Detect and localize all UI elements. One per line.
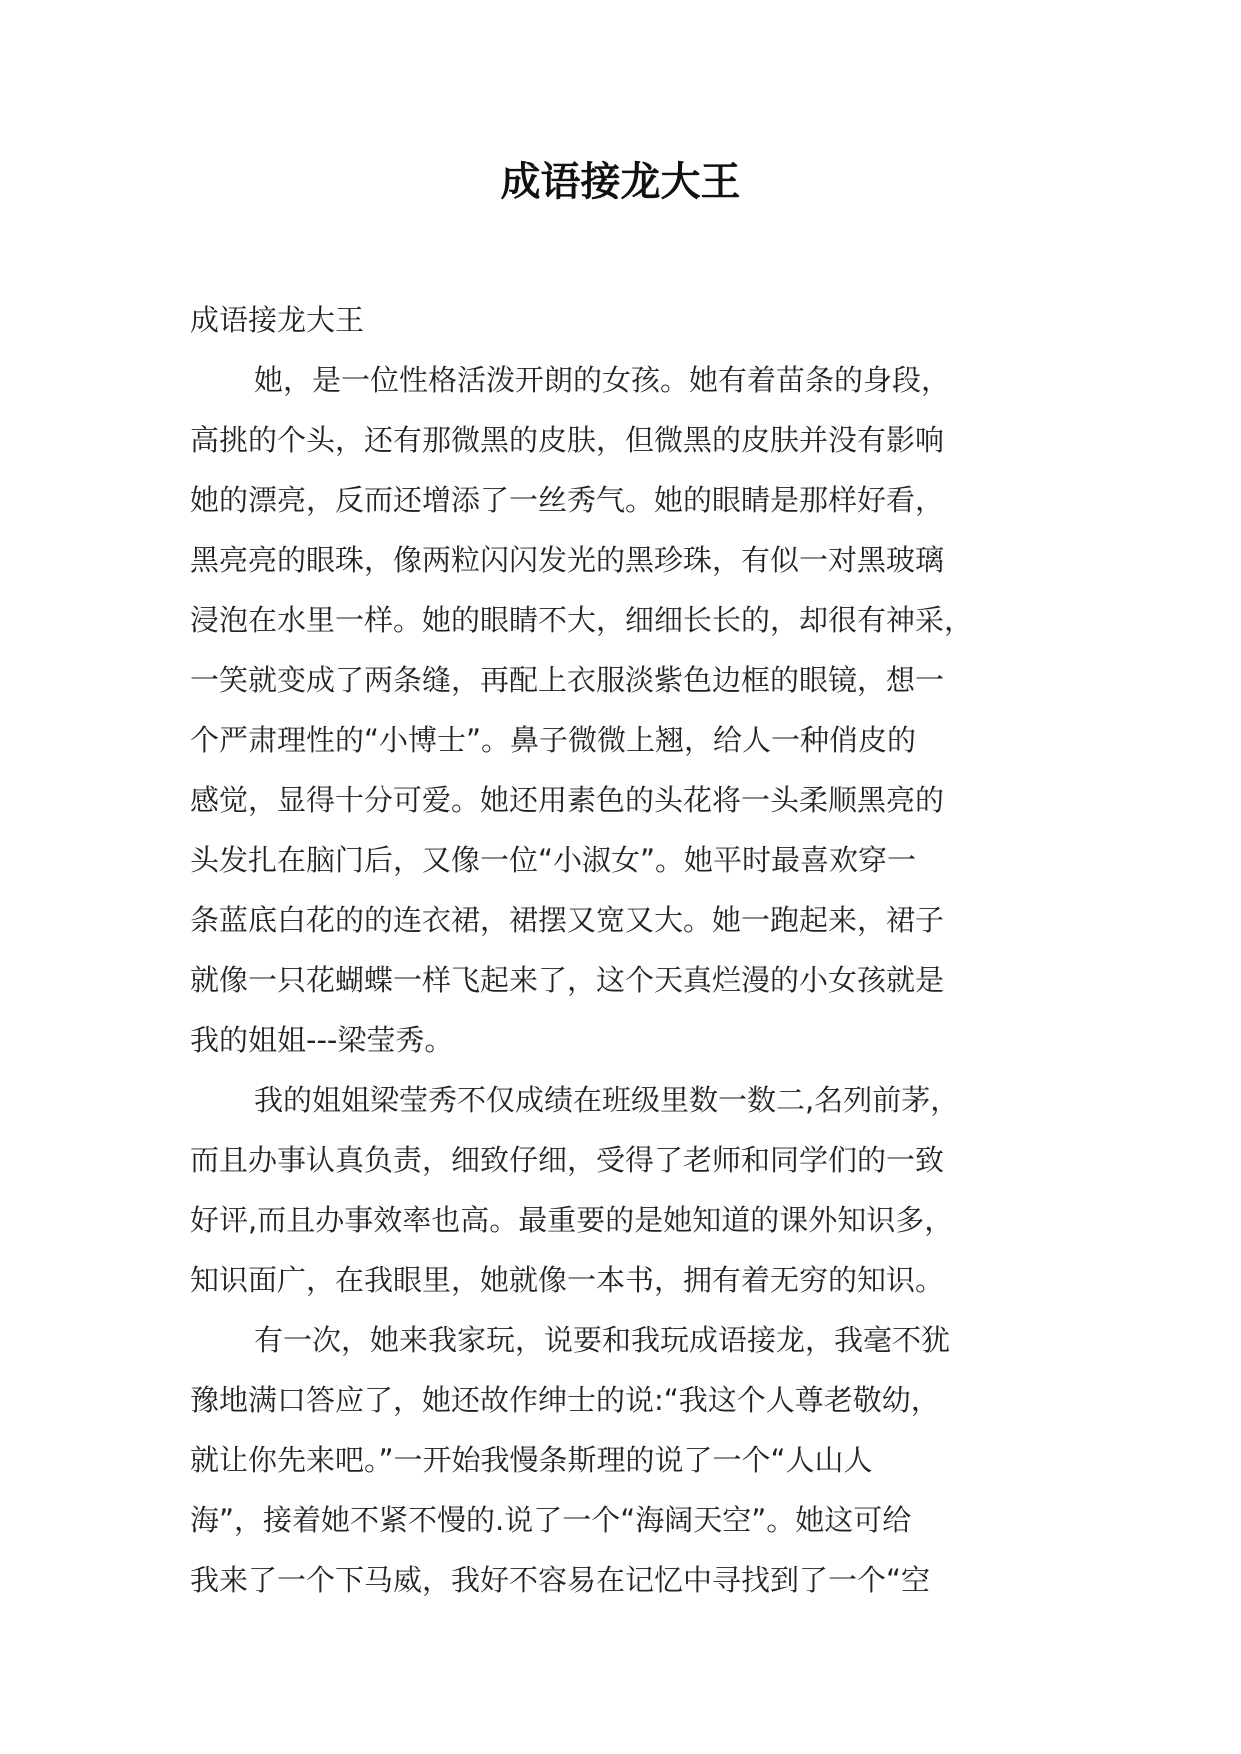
text-line: 知识面广，在我眼里，她就像一本书，拥有着无穷的知识。 — [190, 1263, 945, 1297]
text-line: 有一次，她来我家玩，说要和我玩成语接龙，我毫不犹 — [254, 1323, 951, 1357]
text-line: 我的姐姐---梁莹秀。 — [190, 1023, 454, 1057]
text-line: 一笑就变成了两条缝，再配上衣服淡紫色边框的眼镜，想一 — [190, 663, 945, 697]
text-line: 就像一只花蝴蝶一样飞起来了，这个天真烂漫的小女孩就是 — [190, 963, 945, 997]
text-line: 我的姐姐梁莹秀不仅成绩在班级里数一数二,名列前茅， — [254, 1083, 960, 1117]
text-line: 她的漂亮，反而还增添了一丝秀气。她的眼睛是那样好看， — [190, 483, 945, 517]
text-line: 感觉，显得十分可爱。她还用素色的头花将一头柔顺黑亮的 — [190, 783, 945, 817]
text-line: 黑亮亮的眼珠，像两粒闪闪发光的黑珍珠，有似一对黑玻璃 — [190, 543, 945, 577]
text-line: 海”，接着她不紧不慢的.说了一个“海阔天空”。她这可给 — [190, 1503, 912, 1537]
text-line: 她，是一位性格活泼开朗的女孩。她有着苗条的身段， — [254, 363, 951, 397]
text-line: 而且办事认真负责，细致仔细，受得了老师和同学们的一致 — [190, 1143, 945, 1177]
text-line: 我来了一个下马威，我好不容易在记忆中寻找到了一个“空 — [190, 1563, 931, 1597]
document-body — [190, 290, 1070, 1610]
text-line: 好评,而且办事效率也高。最重要的是她知道的课外知识多， — [190, 1203, 954, 1237]
text-line: 成语接龙大王 — [190, 303, 365, 337]
text-line: 个严肃理性的“小博士”。鼻子微微上翘，给人一种俏皮的 — [190, 723, 917, 757]
text-line: 就让你先来吧。”一开始我慢条斯理的说了一个“人山人 — [190, 1443, 873, 1477]
text-line: 浸泡在水里一样。她的眼睛不大，细细长长的，却很有神采， — [190, 603, 974, 637]
text-line: 高挑的个头，还有那微黑的皮肤，但微黑的皮肤并没有影响 — [190, 423, 945, 457]
document-title: 成语接龙大王 — [500, 158, 741, 205]
text-line: 条蓝底白花的的连衣裙，裙摆又宽又大。她一跑起来，裙子 — [190, 903, 945, 937]
text-line: 豫地满口答应了，她还故作绅士的说:“我这个人尊老敬幼， — [190, 1383, 940, 1417]
text-line: 头发扎在脑门后，又像一位“小淑女”。她平时最喜欢穿一 — [190, 843, 917, 877]
